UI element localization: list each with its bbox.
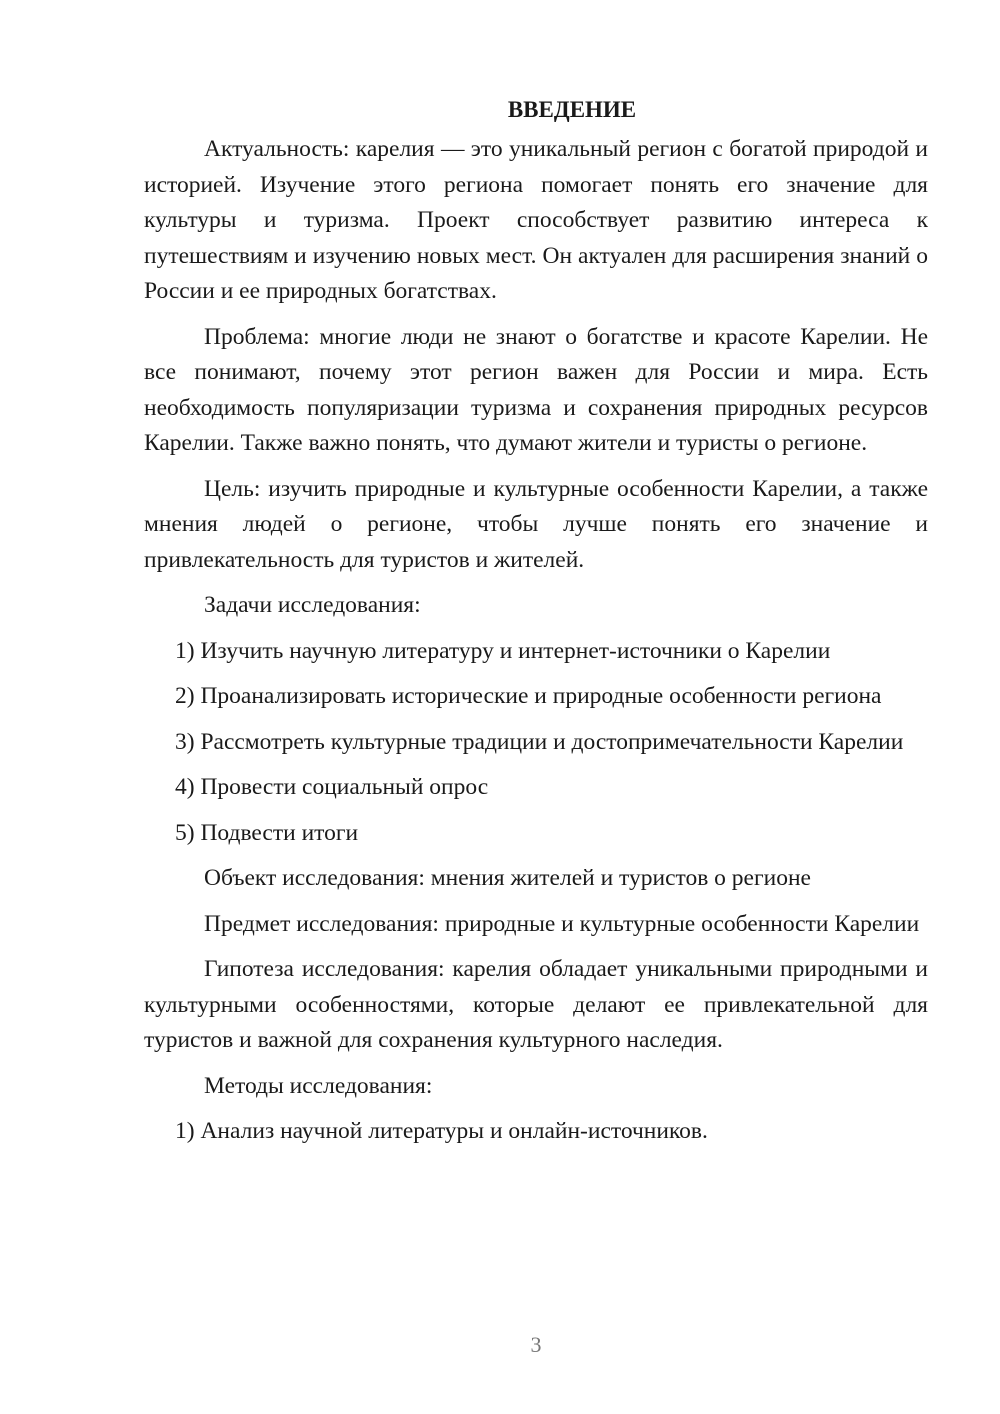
research-object: Объект исследования: мнения жителей и туристов о регионе [204,865,811,891]
methods-heading: Методы исследования: [204,1072,433,1099]
tasks-heading: Задачи исследования: [204,592,421,618]
problem-paragraph: Проблема: многие люди не знают о богатстве и красоте Карелии. Не все понимают, почему этот регион важен для России и мира. Есть необходимость популяризации туризма и сохранения природных ресурсов Карелии. Также важно понять, что думают жители и туристы о регионе. [144,323,928,456]
task-item: 2) Проанализировать исторические и природные особенности региона [175,683,882,709]
task-item: 1) Изучить научную литературу и интернет-источники о Карелии [175,637,831,664]
task-item: 3) Рассмотреть культурные традиции и достопримечательности Карелии [175,728,904,755]
page-body [144,92,928,1160]
method-item: 1) Анализ научной литературы и онлайн-источников. [175,1118,708,1144]
research-subject: Предмет исследования: природные и культурные особенности Карелии [204,910,920,937]
task-item: 5) Подвести итоги [175,819,359,846]
page-number: 3 [530,1332,542,1357]
page-title: ВВЕДЕНИЕ [507,97,637,122]
goal-paragraph: Цель: изучить природные и культурные особенности Карелии, а также мнения людей о регионе, чтобы лучше понять его значение и привлекательность для туристов и жителей. [144,475,928,573]
relevance-paragraph: Актуальность: карелия — это уникальный регион с богатой природой и историей. Изучение этого региона помогает понять его значение для культуры и туризма. Проект способствует развитию интереса к путешествиям и изучению новых мест. Он актуален для расширения знаний о России и ее природных богатствах. [144,136,928,304]
research-hypothesis: Гипотеза исследования: карелия обладает уникальными природными и культурными особенностями, которые делают ее привлекательной для туристов и важной для сохранения культурного наследия. [144,956,928,1053]
task-item: 4) Провести социальный опрос [175,774,489,800]
